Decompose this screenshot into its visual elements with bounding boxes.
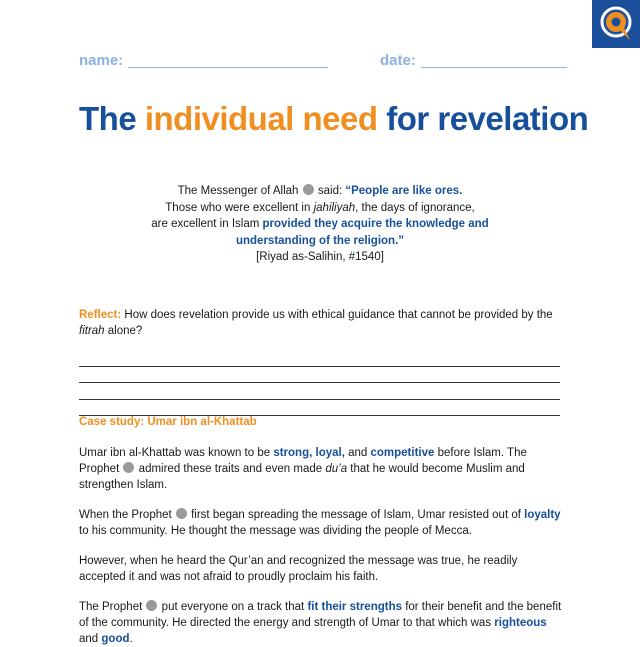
- name-field[interactable]: [128, 67, 328, 68]
- para-emphasis: strong, loyal,: [273, 447, 345, 459]
- reflect-prompt: [79, 307, 564, 339]
- quote-text: said:: [314, 185, 346, 197]
- answer-line[interactable]: [79, 383, 560, 400]
- quote-emphasis: “People are like ores.: [345, 185, 463, 197]
- para-text: When the Prophet: [79, 509, 175, 521]
- quote-citation: [Riyad as-Salihin, #1540]: [256, 251, 384, 263]
- salawat-icon: [123, 462, 134, 473]
- quote-text: are excellent in Islam: [151, 218, 263, 230]
- answer-line[interactable]: [79, 400, 560, 417]
- quote-italic: jahiliyah: [313, 201, 356, 214]
- name-date-header: [79, 52, 569, 72]
- reflect-text: How does revelation provide us with ethical guidance that cannot be provided by the: [121, 309, 553, 321]
- paragraph-1: [79, 445, 564, 493]
- para-text: and: [344, 447, 371, 459]
- paragraph-3: [79, 553, 564, 585]
- para-emphasis: competitive: [370, 447, 435, 459]
- quote-text: , the days of ignorance,: [355, 201, 475, 214]
- para-text: for their benefit and the benefit of the community. He directed the energy and strength of Umar to that which was: [79, 601, 562, 629]
- date-label: date:: [380, 52, 416, 69]
- reflect-text: alone?: [104, 325, 143, 337]
- salawat-icon: [146, 600, 157, 611]
- title-highlight: individual need: [144, 100, 378, 137]
- answer-line[interactable]: [79, 350, 560, 367]
- brand-logo: [592, 0, 640, 48]
- quote-text: The Messenger of Allah: [177, 185, 299, 197]
- salawat-icon: [303, 184, 314, 195]
- quote-text: Those who were excellent in: [165, 201, 314, 214]
- para-text: .: [129, 633, 133, 645]
- para-text: admired these traits and even made: [135, 463, 326, 475]
- para-emphasis: good: [101, 633, 130, 645]
- page-title: [79, 100, 619, 138]
- paragraph-2: [79, 507, 564, 539]
- para-emphasis: loyalty: [524, 509, 561, 521]
- para-text: However, when he heard the Qur’an and recognized the message was true, he readily accepted it and was not afraid to proudly proclaim his faith.: [79, 555, 518, 583]
- para-text: that he would become Muslim and strengthen Islam.: [79, 463, 525, 491]
- title-part: The: [79, 100, 145, 137]
- quote-emphasis: provided they acquire the knowledge and understanding of the religion.”: [235, 218, 489, 247]
- date-field[interactable]: [421, 67, 567, 68]
- para-italic: du’a: [325, 463, 348, 475]
- speech-bubble-q-icon: [600, 6, 634, 44]
- para-text: to his community. He thought the message was dividing the people of Mecca.: [79, 525, 472, 537]
- para-text: first began spreading the message of Islam, Umar resisted out of: [187, 509, 525, 521]
- hadith-quote: [140, 183, 500, 266]
- para-emphasis: righteous: [494, 617, 547, 629]
- para-text: before Islam. The Prophet: [79, 447, 527, 475]
- answer-line[interactable]: [79, 367, 560, 384]
- reflect-italic: fitrah: [79, 325, 105, 337]
- name-label: name:: [79, 52, 124, 69]
- para-text: The Prophet: [79, 601, 146, 613]
- para-emphasis: fit their strengths: [307, 601, 402, 613]
- answer-lines[interactable]: [79, 350, 560, 416]
- case-study-heading: Case study: Umar ibn al-Khattab: [79, 416, 257, 428]
- title-part: for revelation: [377, 100, 589, 137]
- salawat-icon: [176, 508, 187, 519]
- para-text: Umar ibn al-Khattab was known to be: [79, 447, 274, 459]
- para-text: and: [79, 633, 102, 645]
- para-text: put everyone on a track that: [158, 601, 308, 613]
- reflect-label: Reflect:: [79, 309, 122, 321]
